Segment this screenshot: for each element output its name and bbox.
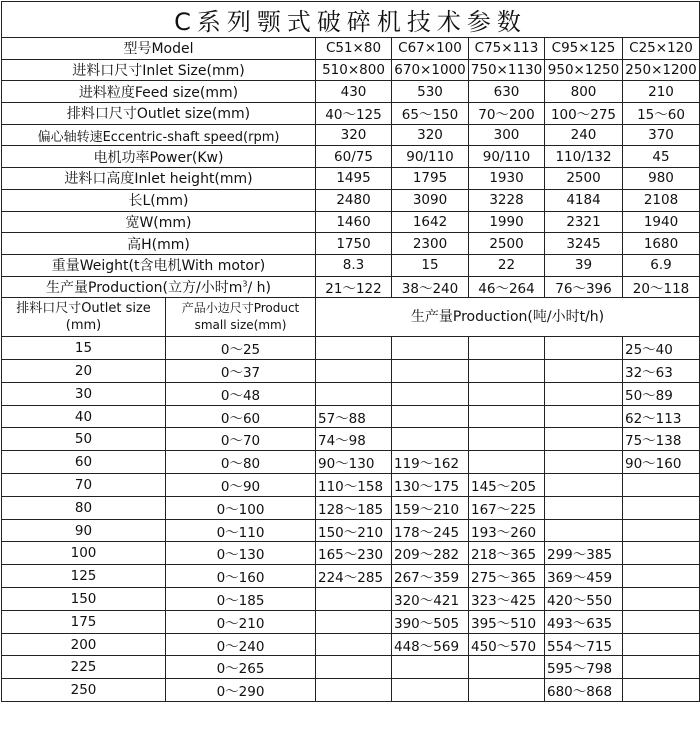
spec-value: 39 — [545, 254, 623, 276]
production-cell: 57～88 — [316, 405, 392, 428]
table-row — [2, 382, 700, 405]
spec-value: 530 — [392, 81, 469, 103]
production-cell: 395～510 — [469, 610, 545, 633]
outlet-size-cell: 50 — [2, 428, 166, 451]
production-cell: 90～130 — [316, 451, 392, 474]
table-row — [2, 474, 700, 497]
spec-row — [2, 124, 700, 146]
production-cell — [623, 565, 700, 588]
production-cell — [545, 428, 623, 451]
production-cell: 159～210 — [392, 496, 469, 519]
outlet-size-cell: 40 — [2, 405, 166, 428]
spec-label: 长L(mm) — [2, 189, 316, 211]
product-size-cell: 0～100 — [166, 496, 316, 519]
table-row — [2, 519, 700, 542]
outlet-size-header-line2: (mm) — [65, 318, 102, 334]
outlet-size-cell: 70 — [2, 474, 166, 497]
production-cell: 450～570 — [469, 633, 545, 656]
outlet-size-cell: 250 — [2, 679, 166, 702]
spec-value: 430 — [316, 81, 392, 103]
outlet-size-header-line1: 排料口尺寸Outlet size — [16, 301, 151, 317]
production-cell: 145～205 — [469, 474, 545, 497]
production-cell: 62～113 — [623, 405, 700, 428]
product-size-cell: 0～80 — [166, 451, 316, 474]
production-cell — [623, 519, 700, 542]
production-cell — [316, 633, 392, 656]
production-cell — [392, 656, 469, 679]
production-cell — [469, 428, 545, 451]
production-cell: 448～569 — [392, 633, 469, 656]
spec-value: 8.3 — [316, 254, 392, 276]
outlet-size-cell: 60 — [2, 451, 166, 474]
product-size-header — [166, 298, 316, 337]
production-cell — [392, 428, 469, 451]
production-cell: 323～425 — [469, 588, 545, 611]
production-cell: 128～185 — [316, 496, 392, 519]
production-cell: 110～158 — [316, 474, 392, 497]
spec-value: 670×1000 — [392, 59, 469, 81]
production-cell — [392, 405, 469, 428]
product-size-header-line2: small size(mm) — [194, 318, 287, 333]
production-cell — [545, 405, 623, 428]
spec-value: 2300 — [392, 233, 469, 255]
production-volume-value: 21～122 — [316, 276, 392, 298]
production-cell: 75～138 — [623, 428, 700, 451]
spec-value: 210 — [623, 81, 700, 103]
spec-value: 1930 — [469, 168, 545, 190]
spec-value: 4184 — [545, 189, 623, 211]
production-cell — [545, 382, 623, 405]
production-cell: 119～162 — [392, 451, 469, 474]
spec-row — [2, 189, 700, 211]
spec-label: 电机功率Power(Kw) — [2, 146, 316, 168]
production-cell — [623, 474, 700, 497]
spec-label: 进料口高度Inlet height(mm) — [2, 168, 316, 190]
product-size-cell: 0～90 — [166, 474, 316, 497]
production-cell — [316, 360, 392, 383]
production-cell — [469, 405, 545, 428]
product-size-cell: 0～290 — [166, 679, 316, 702]
model-cell: C67×100 — [392, 38, 469, 60]
spec-value: 240 — [545, 124, 623, 146]
production-cell: 267～359 — [392, 565, 469, 588]
spec-value: 15 — [392, 254, 469, 276]
product-size-cell: 0～70 — [166, 428, 316, 451]
spec-value: 2500 — [545, 168, 623, 190]
production-cell — [316, 382, 392, 405]
spec-value: 2108 — [623, 189, 700, 211]
production-volume-label-unit: / h) — [247, 279, 271, 296]
table-row — [2, 588, 700, 611]
table-row — [2, 542, 700, 565]
table-title: C系列颚式破碎机技术参数 — [2, 2, 700, 38]
spec-value: 250×1200 — [623, 59, 700, 81]
production-cell — [316, 610, 392, 633]
spec-label: 偏心轴转速Eccentric-shaft speed(rpm) — [2, 124, 316, 146]
production-volume-row — [2, 276, 700, 298]
spec-value: 90/110 — [469, 146, 545, 168]
production-cell — [545, 451, 623, 474]
spec-table — [1, 1, 700, 702]
production-cell — [469, 679, 545, 702]
outlet-size-cell: 200 — [2, 633, 166, 656]
spec-label: 重量Weight(t含电机With motor) — [2, 254, 316, 276]
spec-value: 70～200 — [469, 103, 545, 125]
model-cell: C75×113 — [469, 38, 545, 60]
table-row — [2, 565, 700, 588]
production-cell: 167～225 — [469, 496, 545, 519]
spec-row — [2, 146, 700, 168]
table-row — [2, 360, 700, 383]
spec-value: 65～150 — [392, 103, 469, 125]
spec-value: 3228 — [469, 189, 545, 211]
production-subheader-row — [2, 298, 700, 337]
spec-label: 高H(mm) — [2, 233, 316, 255]
table-row — [2, 610, 700, 633]
production-cell: 680～868 — [545, 679, 623, 702]
spec-value: 40～125 — [316, 103, 392, 125]
product-size-cell: 0～185 — [166, 588, 316, 611]
production-cell: 25～40 — [623, 337, 700, 360]
production-cell: 32～63 — [623, 360, 700, 383]
production-cell — [623, 588, 700, 611]
spec-value: 320 — [316, 124, 392, 146]
spec-value: 110/132 — [545, 146, 623, 168]
spec-value: 370 — [623, 124, 700, 146]
production-cell — [316, 588, 392, 611]
outlet-size-cell: 15 — [2, 337, 166, 360]
spec-value: 980 — [623, 168, 700, 190]
production-volume-value: 20～118 — [623, 276, 700, 298]
production-cell: 74～98 — [316, 428, 392, 451]
production-cell — [623, 610, 700, 633]
spec-value: 45 — [623, 146, 700, 168]
spec-value: 1642 — [392, 211, 469, 233]
model-label: 型号Model — [2, 38, 316, 60]
production-cell — [392, 337, 469, 360]
spec-row — [2, 233, 700, 255]
production-cell: 165～230 — [316, 542, 392, 565]
spec-value: 1460 — [316, 211, 392, 233]
spec-value: 22 — [469, 254, 545, 276]
spec-value: 1990 — [469, 211, 545, 233]
spec-value: 320 — [392, 124, 469, 146]
production-cell — [316, 656, 392, 679]
model-cell: C51×80 — [316, 38, 392, 60]
outlet-size-header — [2, 298, 166, 337]
model-row — [2, 38, 700, 60]
production-cell: 390～505 — [392, 610, 469, 633]
production-cell — [545, 474, 623, 497]
production-cell: 595～798 — [545, 656, 623, 679]
spec-value: 2500 — [469, 233, 545, 255]
outlet-size-cell: 225 — [2, 656, 166, 679]
product-size-cell: 0～130 — [166, 542, 316, 565]
table-row — [2, 496, 700, 519]
spec-value: 510×800 — [316, 59, 392, 81]
product-size-header-line1: 产品小边尺寸Product — [181, 301, 300, 316]
spec-value: 630 — [469, 81, 545, 103]
production-cell — [469, 451, 545, 474]
spec-value: 950×1250 — [545, 59, 623, 81]
production-cell: 320～421 — [392, 588, 469, 611]
production-cell — [392, 360, 469, 383]
table-row — [2, 428, 700, 451]
spec-value: 750×1130 — [469, 59, 545, 81]
production-cell — [469, 382, 545, 405]
production-volume-value: 76～396 — [545, 276, 623, 298]
spec-value: 60/75 — [316, 146, 392, 168]
model-cell: C25×120 — [623, 38, 700, 60]
outlet-size-cell: 125 — [2, 565, 166, 588]
spec-value: 800 — [545, 81, 623, 103]
product-size-cell: 0～25 — [166, 337, 316, 360]
production-volume-label — [2, 276, 316, 298]
production-cell — [316, 337, 392, 360]
table-row — [2, 656, 700, 679]
outlet-size-cell: 20 — [2, 360, 166, 383]
model-cell: C95×125 — [545, 38, 623, 60]
outlet-size-cell: 90 — [2, 519, 166, 542]
production-cell — [623, 542, 700, 565]
production-cell: 493～635 — [545, 610, 623, 633]
production-cell — [392, 679, 469, 702]
spec-value: 1680 — [623, 233, 700, 255]
spec-value: 1940 — [623, 211, 700, 233]
spec-row — [2, 168, 700, 190]
spec-row — [2, 211, 700, 233]
production-cell: 90～160 — [623, 451, 700, 474]
production-cell — [623, 496, 700, 519]
product-size-cell: 0～48 — [166, 382, 316, 405]
production-cell: 554～715 — [545, 633, 623, 656]
table-row — [2, 633, 700, 656]
production-cell — [316, 679, 392, 702]
production-cell: 50～89 — [623, 382, 700, 405]
spec-value: 1495 — [316, 168, 392, 190]
table-row — [2, 337, 700, 360]
spec-row — [2, 59, 700, 81]
spec-label: 宽W(mm) — [2, 211, 316, 233]
table-row — [2, 405, 700, 428]
spec-value: 2321 — [545, 211, 623, 233]
spec-value: 3245 — [545, 233, 623, 255]
production-cell — [545, 337, 623, 360]
spec-label: 进料口尺寸Inlet Size(mm) — [2, 59, 316, 81]
production-cell: 193～260 — [469, 519, 545, 542]
spec-label: 排料口尺寸Outlet size(mm) — [2, 103, 316, 125]
production-volume-value: 46～264 — [469, 276, 545, 298]
product-size-cell: 0～265 — [166, 656, 316, 679]
production-cell — [469, 656, 545, 679]
table-row — [2, 679, 700, 702]
spec-label: 进料粒度Feed size(mm) — [2, 81, 316, 103]
production-cell: 299～385 — [545, 542, 623, 565]
production-cell: 369～459 — [545, 565, 623, 588]
production-cell: 218～365 — [469, 542, 545, 565]
product-size-cell: 0～210 — [166, 610, 316, 633]
production-cell: 275～365 — [469, 565, 545, 588]
product-size-cell: 0～110 — [166, 519, 316, 542]
production-cell — [545, 519, 623, 542]
production-cell — [392, 382, 469, 405]
outlet-size-cell: 150 — [2, 588, 166, 611]
spec-value: 2480 — [316, 189, 392, 211]
production-cell: 224～285 — [316, 565, 392, 588]
spec-row — [2, 254, 700, 276]
production-tph-header: 生产量Production(吨/小时t/h) — [316, 298, 700, 337]
outlet-size-cell: 80 — [2, 496, 166, 519]
production-cell: 150～210 — [316, 519, 392, 542]
production-cell — [545, 360, 623, 383]
outlet-size-cell: 100 — [2, 542, 166, 565]
table-row — [2, 451, 700, 474]
production-cell: 420～550 — [545, 588, 623, 611]
outlet-size-cell: 30 — [2, 382, 166, 405]
spec-value: 6.9 — [623, 254, 700, 276]
outlet-size-cell: 175 — [2, 610, 166, 633]
product-size-cell: 0～60 — [166, 405, 316, 428]
spec-value: 1795 — [392, 168, 469, 190]
production-cell: 209～282 — [392, 542, 469, 565]
production-cell — [469, 337, 545, 360]
production-volume-label-text: 生产量Production(立方/小时m — [46, 279, 243, 296]
production-cell: 130～175 — [392, 474, 469, 497]
spec-value: 15～60 — [623, 103, 700, 125]
spec-value: 100～275 — [545, 103, 623, 125]
spec-value: 300 — [469, 124, 545, 146]
product-size-cell: 0～160 — [166, 565, 316, 588]
production-volume-label-sup: 3 — [242, 279, 248, 289]
spec-value: 3090 — [392, 189, 469, 211]
production-cell — [545, 496, 623, 519]
spec-value: 1750 — [316, 233, 392, 255]
production-cell: 178～245 — [392, 519, 469, 542]
production-volume-value: 38～240 — [392, 276, 469, 298]
product-size-cell: 0～37 — [166, 360, 316, 383]
production-cell — [623, 656, 700, 679]
spec-row — [2, 81, 700, 103]
production-cell — [623, 679, 700, 702]
product-size-cell: 0～240 — [166, 633, 316, 656]
spec-value: 90/110 — [392, 146, 469, 168]
production-cell — [469, 360, 545, 383]
production-cell — [623, 633, 700, 656]
spec-row — [2, 103, 700, 125]
